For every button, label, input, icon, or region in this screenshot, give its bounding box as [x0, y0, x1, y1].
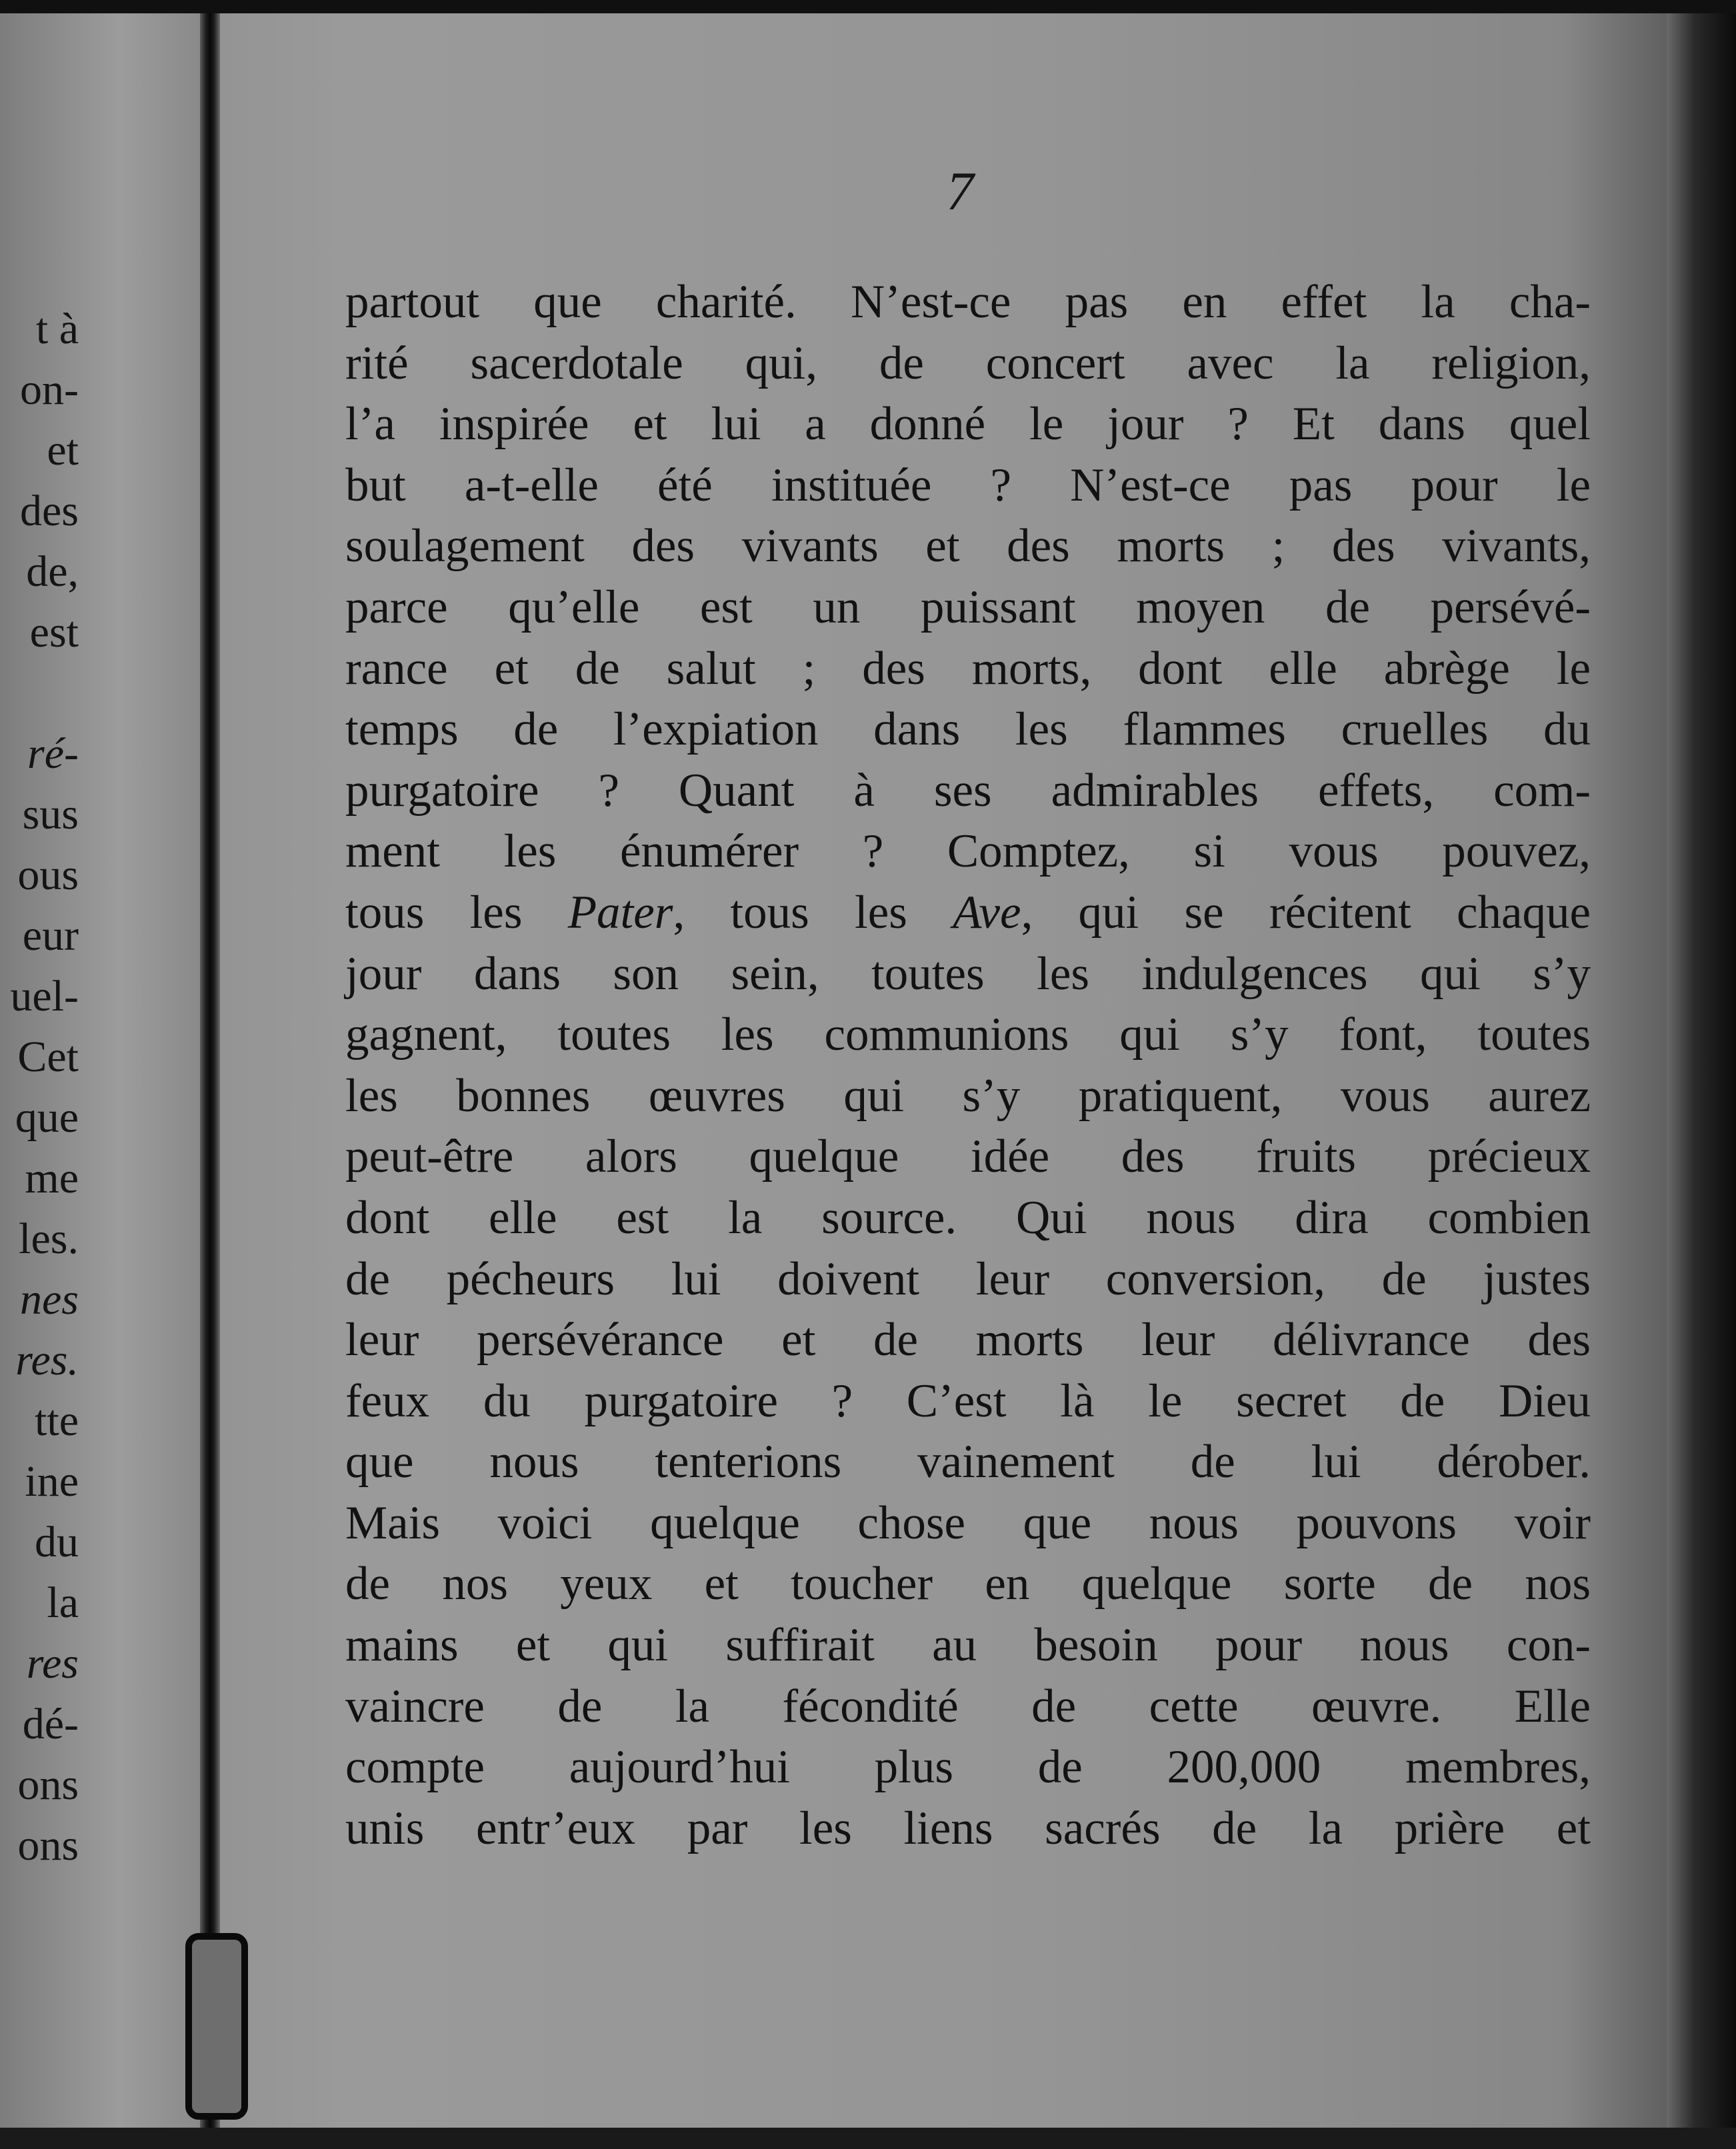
facing-line: res. — [15, 1336, 79, 1384]
facing-line: Cet — [17, 1033, 79, 1081]
body-text — [345, 272, 1591, 1859]
text-line: unis entr’eux par les liens sacrés de la prière et — [345, 1802, 1591, 1854]
facing-line: eur — [22, 911, 79, 960]
text-line: purgatoire ? Quant à ses admirables effets, com- — [345, 764, 1591, 817]
text-line: ment les énumérer ? Comptez, si vous pouvez, — [345, 825, 1591, 878]
facing-line: me — [25, 1154, 79, 1202]
text-line: les bonnes œuvres qui s’y pratiquent, vous aurez — [345, 1069, 1591, 1122]
text-line: partout que charité. N’est-ce pas en effet la cha- — [345, 276, 1591, 328]
facing-line: res — [26, 1639, 79, 1688]
facing-line: de, — [26, 547, 79, 596]
facing-line: tte — [35, 1396, 79, 1445]
facing-line: que — [15, 1093, 79, 1142]
facing-line: uel- — [10, 972, 79, 1021]
text-line: leur persévérance et de morts leur délivrance des — [345, 1314, 1591, 1366]
scan-border-top — [0, 0, 1736, 13]
facing-line: sus — [22, 790, 79, 839]
facing-line: ine — [25, 1457, 79, 1506]
text-line: vaincre de la fécondité de cette œuvre. Elle — [345, 1680, 1591, 1732]
text-line: soulagement des vivants et des morts ; des vivants, — [345, 520, 1591, 573]
scan-border-bottom — [0, 2128, 1736, 2149]
text-line: rance et de salut ; des morts, dont elle abrège le — [345, 642, 1591, 695]
facing-line: ons — [17, 1821, 79, 1870]
facing-line: du — [35, 1518, 79, 1566]
text-line: gagnent, toutes les communions qui s’y font, toutes — [345, 1009, 1591, 1061]
facing-line: ous — [17, 851, 79, 899]
text-line: l’a inspirée et lui a donné le jour ? Et dans quel — [345, 398, 1591, 451]
text-line: peut-être alors quelque idée des fruits précieux — [345, 1130, 1591, 1183]
text-line-with-italics — [345, 883, 1591, 944]
facing-line: ré- — [27, 729, 79, 778]
facing-line: on- — [20, 365, 79, 414]
page-number: 7 — [946, 161, 974, 221]
facing-line: la — [47, 1578, 79, 1627]
binding-clip — [185, 1933, 248, 2120]
facing-page — [0, 0, 200, 2149]
text-line: que nous tenterions vainement de lui dérober. — [345, 1436, 1591, 1488]
text-line: dont elle est la source. Qui nous dira combien — [345, 1191, 1591, 1244]
text-line: temps de l’expiation dans les flammes cruelles du — [345, 703, 1591, 756]
facing-line: est — [29, 608, 79, 657]
italic-word-ave: Ave — [953, 886, 1021, 939]
facing-line: nes — [20, 1275, 79, 1324]
facing-line: t à — [35, 305, 79, 353]
text-line: jour dans son sein, toutes les indulgences qui s’y — [345, 947, 1591, 1000]
facing-line: dé- — [22, 1700, 79, 1748]
text-line: de nos yeux et toucher en quelque sorte de nos — [345, 1558, 1591, 1610]
facing-line: ons — [17, 1760, 79, 1809]
text-line: mains et qui suffirait au besoin pour nous con- — [345, 1619, 1591, 1672]
facing-page-text — [0, 299, 79, 1876]
text-line: rité sacerdotale qui, de concert avec la religion, — [345, 337, 1591, 389]
italic-word-pater: Pater — [567, 886, 673, 939]
text-span: , tous les — [673, 886, 953, 939]
facing-line — [0, 663, 79, 723]
facing-line: et — [47, 426, 79, 475]
text-line: but a-t-elle été instituée ? N’est-ce pas pour le — [345, 459, 1591, 511]
book-spine — [200, 0, 220, 2149]
text-line: Mais voici quelque chose que nous pouvons voir — [345, 1496, 1591, 1549]
text-span: , qui se récitent chaque — [1021, 886, 1591, 939]
text-line: parce qu’elle est un puissant moyen de persévé- — [345, 581, 1591, 633]
text-line: feux du purgatoire ? C’est là le secret de Dieu — [345, 1374, 1591, 1427]
page-edge-shadow — [1667, 0, 1736, 2149]
facing-line: des — [20, 487, 79, 535]
text-span: tous les — [345, 886, 568, 939]
facing-line: les. — [19, 1214, 79, 1263]
text-line: compte aujourd’hui plus de 200,000 membres, — [345, 1741, 1591, 1794]
text-line: de pécheurs lui doivent leur conversion, de justes — [345, 1252, 1591, 1305]
